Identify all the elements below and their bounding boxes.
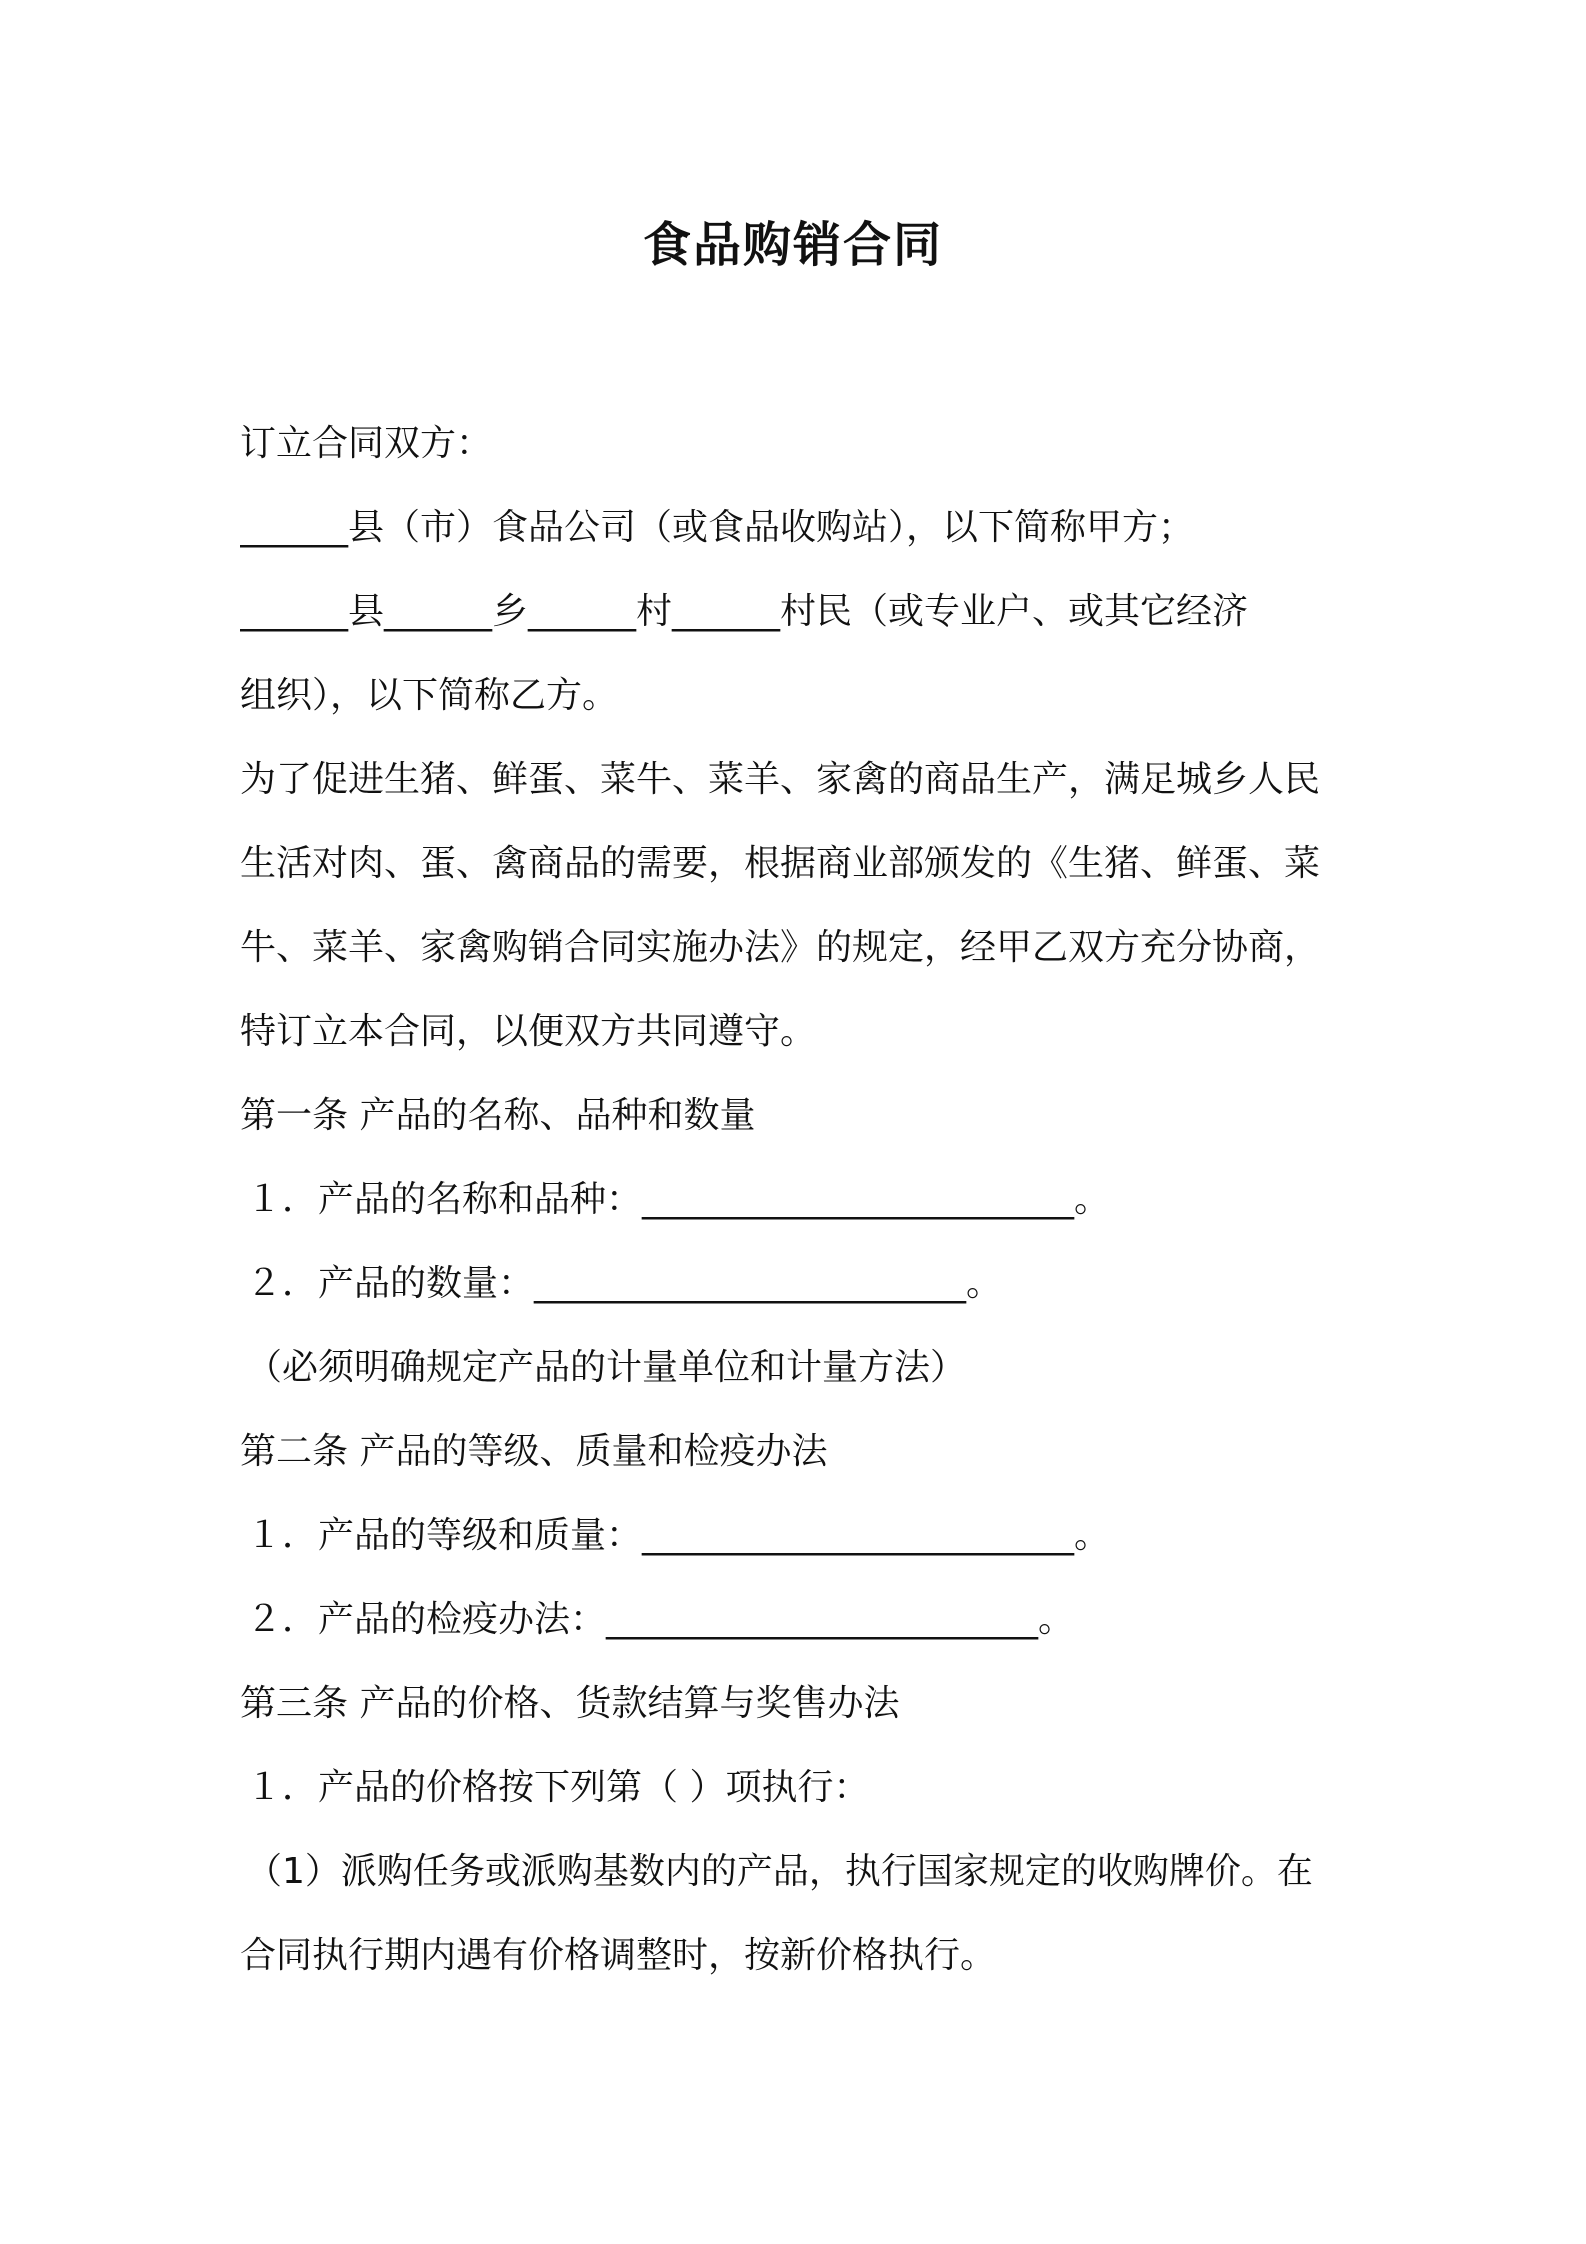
article-1-item-1: １．产品的名称和品种：________________________。: [246, 1179, 1111, 1220]
party-a-line: ______县（市）食品公司（或食品收购站），以下简称甲方；: [240, 507, 1195, 548]
party-b-line-continued: 组织），以下简称乙方。: [240, 675, 619, 716]
contract-body: [240, 402, 1360, 1998]
preamble-line-3: 牛、菜羊、家禽购销合同实施办法》的规定，经甲乙双方充分协商，: [240, 927, 1321, 968]
article-2-heading: 第二条 产品的等级、质量和检疫办法: [240, 1431, 828, 1472]
article-1-heading: 第一条 产品的名称、品种和数量: [240, 1095, 756, 1136]
article-1-item-2: ２．产品的数量：________________________。: [246, 1263, 1003, 1304]
article-1-note: （必须明确规定产品的计量单位和计量方法）: [246, 1347, 967, 1388]
article-3-item-1-option-1-continued: 合同执行期内遇有价格调整时，按新价格执行。: [240, 1935, 997, 1976]
party-b-line: ______县______乡______村______村民（或专业户、或其它经济: [240, 591, 1249, 632]
preamble-line-1: 为了促进生猪、鲜蛋、菜牛、菜羊、家禽的商品生产，满足城乡人民: [240, 759, 1321, 800]
article-2-item-1: １．产品的等级和质量：________________________。: [246, 1515, 1111, 1556]
parties-heading: 订立合同双方：: [240, 423, 493, 464]
article-3-heading: 第三条 产品的价格、货款结算与奖售办法: [240, 1683, 900, 1724]
article-3-item-1: １．产品的价格按下列第（ ）项执行：: [246, 1767, 870, 1808]
article-3-item-1-option-1: （1）派购任务或派购基数内的产品，执行国家规定的收购牌价。在: [246, 1851, 1313, 1892]
document-title: 食品购销合同: [642, 217, 943, 273]
preamble-line-2: 生活对肉、蛋、禽商品的需要，根据商业部颁发的《生猪、鲜蛋、菜: [240, 843, 1321, 884]
article-2-item-2: ２．产品的检疫办法：________________________。: [246, 1599, 1075, 1640]
preamble-line-4: 特订立本合同，以便双方共同遵守。: [240, 1011, 817, 1052]
